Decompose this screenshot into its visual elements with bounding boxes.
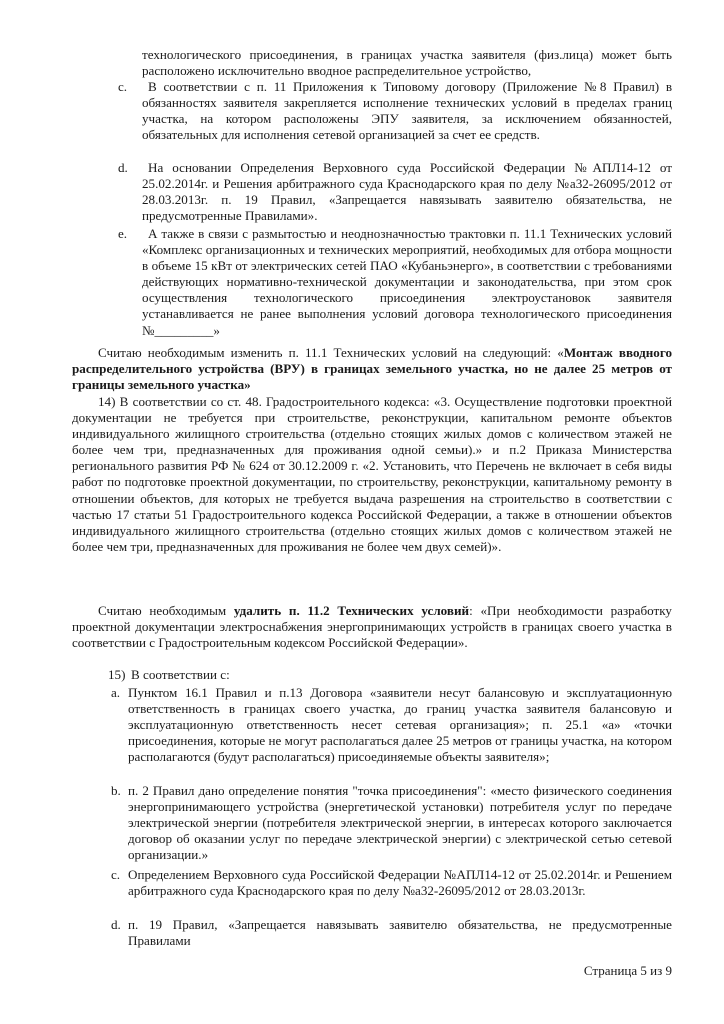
item-15b-text: п. 2 Правил дано определение понятия "точка присоединения": «место физического соединения энергопринимающего устройства (энергетической установки) потребителя услуг по передаче электрической энергии (потребителя электрической энергии, в интересах которого заключается договор об оказании услуг по передаче электрической энергии) с электрической сетью сетевой организации.» <box>128 783 672 863</box>
item-c-text: В соответствии с п. 11 Приложения к Типовому договору (Приложение №8 Правил) в обязанностях заявителя закрепляется исполнение технических условий в пределах границ участка, на котором расположены ЭПУ заявителя, за исключением обязанностей, обязательных для исполнения сетевой организацией за счет ее средств. <box>142 79 672 143</box>
item-15c-text: Определением Верховного суда Российской Федерации №АПЛ14-12 от 25.02.2014г. и Решением арбитражного суда Краснодарского края по делу №а32-26095/2012 от 28.03.2013г. <box>128 867 672 899</box>
item-c-marker: c. <box>118 79 128 94</box>
paragraph-change-lead: Считаю необходимым изменить п. 11.1 Технических условий на следующий: « <box>98 345 564 360</box>
item-d-marker: d. <box>118 160 128 175</box>
item-b-tail: технологического присоединения, в границах участка заявителя (физ.лица) может быть расположено исключительно вводное распределительное устройство, <box>142 47 672 79</box>
item-15a-marker: a. <box>111 685 121 700</box>
item-d-text: На основании Определения Верховного суда Российской Федерации №АПЛ14-12 от 25.02.2014г. и Решения арбитражного суда Краснодарского края по делу №а32-26095/2012 от 28.03.2013г. п. 19 Правил, «Запрещается навязывать заявителю обязательства, не предусмотренные Правилами». <box>142 160 672 224</box>
paragraph-change-bold: Монтаж вводного распределительного устройства (ВРУ) в границах земельного участка, но не далее 25 метров от границы земельного участка» <box>72 345 672 393</box>
item-15-text: В соответствии с: <box>131 667 230 682</box>
item-e-marker: e. <box>118 226 128 241</box>
page-number-footer: Страница 5 из 9 <box>583 963 672 978</box>
item-15c-marker: c. <box>111 867 121 882</box>
paragraph-remove-rest: : «При необходимости разработку проектной документации электроснабжения энергопринимающих устройств в границах своего участка в соответствии с Градостроительным кодексом Российской Федерации». <box>72 603 672 651</box>
item-15b-marker: b. <box>111 783 121 798</box>
item-15a-text: Пунктом 16.1 Правил и п.13 Договора «заявители несут балансовую и эксплуатационную ответственность в границах своего участка, до границ участка заявителя балансовую и эксплуатационную ответственность несет сетевая организация»; п. 25.1 «а» «точки присоединения, которые не могут располагаться далее 25 метров от границы участка, на котором располагаются (будут располагаться) присоединяемые объекты заявителя»; <box>128 685 672 765</box>
item-15d-text: п. 19 Правил, «Запрещается навязывать заявителю обязательства, не предусмотренные Правилами <box>128 917 672 949</box>
item-15d-marker: d. <box>111 917 121 932</box>
paragraph-14: 14) В соответствии со ст. 48. Градостроительного кодекса: «3. Осуществление подготовки проектной документации не требуется при строительстве, реконструкции, капитальном ремонте объектов индивидуального жилищного строительства (отдельно стоящих жилых домов с количеством этажей не более чем три, предназначенных для проживания одной семьи).» и п.2 Приказа Министерства регионального развития РФ № 624 от 30.12.2009 г. «2. Установить, что Перечень не включает в себя виды работ по подготовке проектной документации, по строительству, реконструкции, капитальному ремонту в отношении объектов, для которых не требуется выдача разрешения на строительство в соответствии с частью 17 статьи 51 Градостроительного кодекса Российской Федерации, а также в отношении объектов индивидуального жилищного строительства (отдельно стоящих жилых домов с количеством этажей не более чем три, предназначенных для проживания не более чем двух семей)». <box>72 394 672 554</box>
paragraph-change-11-1 <box>72 345 672 393</box>
item-e-text: А также в связи с размытостью и неоднозначностью трактовки п. 11.1 Технических условий «Комплекс организационных и технических мероприятий, необходимых для отбора мощности в объеме 15 кВт от электрических сетей ПАО «Кубаньэнерго», в соответствии с требованиями действующих нормативно-технической документации и законодательства, при этом срок осуществления технологического присоединения электроустановок заявителя устанавливается не ранее выполнения условий договора технологического присоединения №_________» <box>142 226 672 338</box>
paragraph-remove-11-2 <box>72 603 672 651</box>
paragraph-remove-bold: удалить п. 11.2 Технических условий <box>233 603 470 618</box>
paragraph-remove-lead: Считаю необходимым <box>98 603 234 618</box>
item-15-marker: 15) <box>108 667 126 682</box>
